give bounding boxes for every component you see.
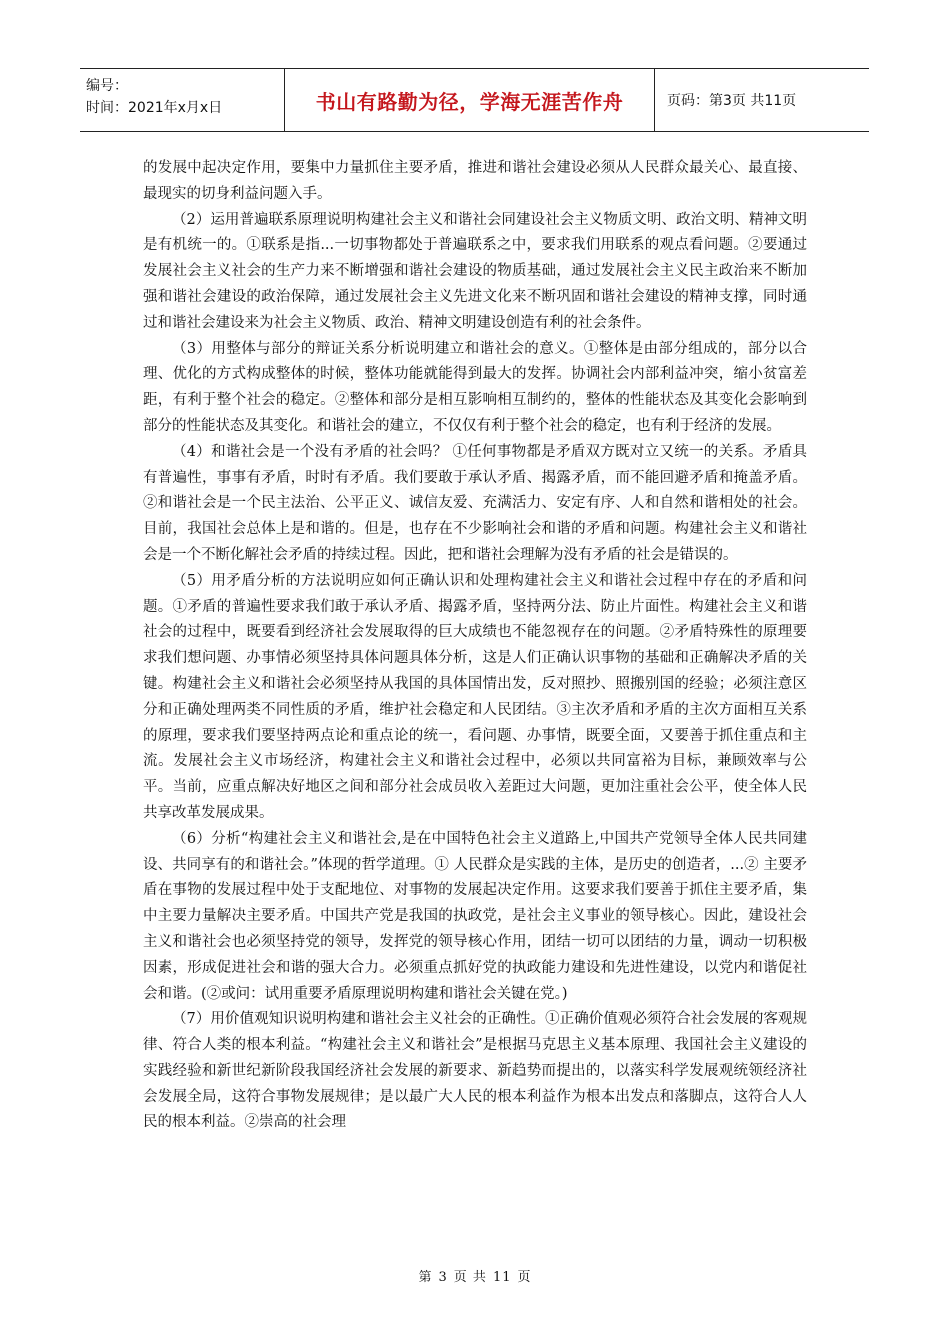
paragraph-item-5: （5）用矛盾分析的方法说明应如何正确认识和处理构建社会主义和谐社会过程中存在的矛盾和问题。①矛盾的普遍性要求我们敢于承认矛盾、揭露矛盾，坚持两分法、防止片面性。构建社会主义和谐社会的过程中，既要看到经济社会发展取得的巨大成绩也不能忽视存在的问题。②矛盾特殊性的原理要求我们想问题、办事情必须坚持具体问题具体分析，这是人们正确认识事物的基础和正确解决矛盾的关键。构建社会主义和谐社会必须坚持从我国的具体国情出发，反对照抄、照搬别国的经验；必须注意区分和正确处理两类不同性质的矛盾，维护社会稳定和人民团结。③主次矛盾和矛盾的主次方面相互关系的原理，要求我们要坚持两点论和重点论的统一，看问题、办事情，既要全面，又要善于抓住重点和主流。发展社会主义市场经济，构建社会主义和谐社会过程中，必须以共同富裕为目标，兼顾效率与公平。当前，应重点解决好地区之间和部分社会成员收入差距过大问题，更加注重社会公平，使全体人民共享改革发展成果。 — [143, 572, 807, 821]
footer-total-pages: 11 — [492, 1270, 512, 1285]
document-number-label: 编号： — [86, 78, 128, 94]
footer-total-prefix: 页 共 — [453, 1270, 487, 1285]
header-meta — [80, 69, 285, 131]
paragraph-continuation: 的发展中起决定作用，要集中力量抓住主要矛盾，推进和谐社会建设必须从人民群众最关心、最直接、最现实的切身利益问题入手。 — [143, 160, 807, 202]
header-page-label: 页码：第3页 共11页 — [667, 93, 797, 109]
paragraph-item-4: （4）和谐社会是一个没有矛盾的社会吗？ ①任何事物都是矛盾双方既对立又统一的关系。矛盾具有普遍性，事事有矛盾，时时有矛盾。我们要敢于承认矛盾、揭露矛盾，而不能回避矛盾和掩盖矛盾。②和谐社会是一个民主法治、公平正义、诚信友爱、充满活力、安定有序、人和自然和谐相处的社会。目前，我国社会总体上是和谐的。但是，也存在不少影响社会和谐的矛盾和问题。构建社会主义和谐社会是一个不断化解社会矛盾的持续过程。因此，把和谐社会理解为没有矛盾的社会是错误的。 — [143, 443, 807, 563]
paragraph-item-7: （7）用价值观知识说明构建和谐社会主义社会的正确性。①正确价值观必须符合社会发展的客观规律、符合人类的根本利益。“构建社会主义和谐社会”是根据马克思主义基本原理、我国社会主义建设的实践经验和新世纪新阶段我国经济社会发展的新要求、新趋势而提出的，以落实科学发展观统领经济社会发展全局，这符合事物发展规律；是以最广大人民的根本利益作为根本出发点和落脚点，这符合人人民的根本利益。②崇高的社会理 — [143, 1011, 807, 1131]
footer-page-number: 3 — [438, 1270, 448, 1285]
paragraph-item-6: （6）分析“构建社会主义和谐社会,是在中国特色社会主义道路上,中国共产党领导全体人民共同建设、共同享有的和谐社会。”体现的哲学道理。① 人民群众是实践的主体，是历史的创造者，...② 主要矛盾在事物的发展过程中处于支配地位、对事物的发展起决定作用。这要求我们要善于抓住主要矛盾，集中主要力量解决主要矛盾。中国共产党是我国的执政党，是社会主义事业的领导核心。因此，建设社会主义和谐社会也必须坚持党的领导，发挥党的领导核心作用，团结一切可以团结的力量，调动一切积极因素，形成促进社会和谐的强大合力。必须重点抓好党的执政能力建设和先进性建设，以党内和谐促社会和谐。(②或问：试用重要矛盾原理说明构建和谐社会关键在党。) — [143, 830, 807, 1002]
document-time-label: 时间：2021年x月x日 — [86, 100, 223, 116]
footer-page-suffix: 页 — [517, 1270, 532, 1285]
document-body — [143, 156, 807, 1136]
page-header — [80, 68, 869, 132]
page-footer — [0, 1266, 950, 1285]
header-motto: 书山有路勤为径，学海无涯苦作舟 — [285, 69, 655, 131]
paragraph-item-2: （2）运用普遍联系原理说明构建社会主义和谐社会同建设社会主义物质文明、政治文明、精神文明是有机统一的。①联系是指...一切事物都处于普遍联系之中，要求我们用联系的观点看问题。②要通过发展社会主义社会的生产力来不断增强和谐社会建设的物质基础，通过发展社会主义民主政治来不断加强和谐社会建设的政治保障，通过发展社会主义先进文化来不断巩固和谐社会建设的精神支撑，同时通过和谐社会建设来为社会主义物质、政治、精神文明建设创造有利的社会条件。 — [143, 211, 807, 331]
footer-page-prefix: 第 — [418, 1270, 433, 1285]
paragraph-item-3: （3）用整体与部分的辩证关系分析说明建立和谐社会的意义。①整体是由部分组成的，部分以合理、优化的方式构成整体的时候，整体功能就能得到最大的发挥。协调社会内部利益冲突，缩小贫富差距，有利于整个社会的稳定。②整体和部分是相互影响相互制约的，整体的性能状态及其变化会影响到部分的性能状态及其变化。和谐社会的建立，不仅仅有利于整个社会的稳定，也有利于经济的发展。 — [143, 340, 807, 434]
